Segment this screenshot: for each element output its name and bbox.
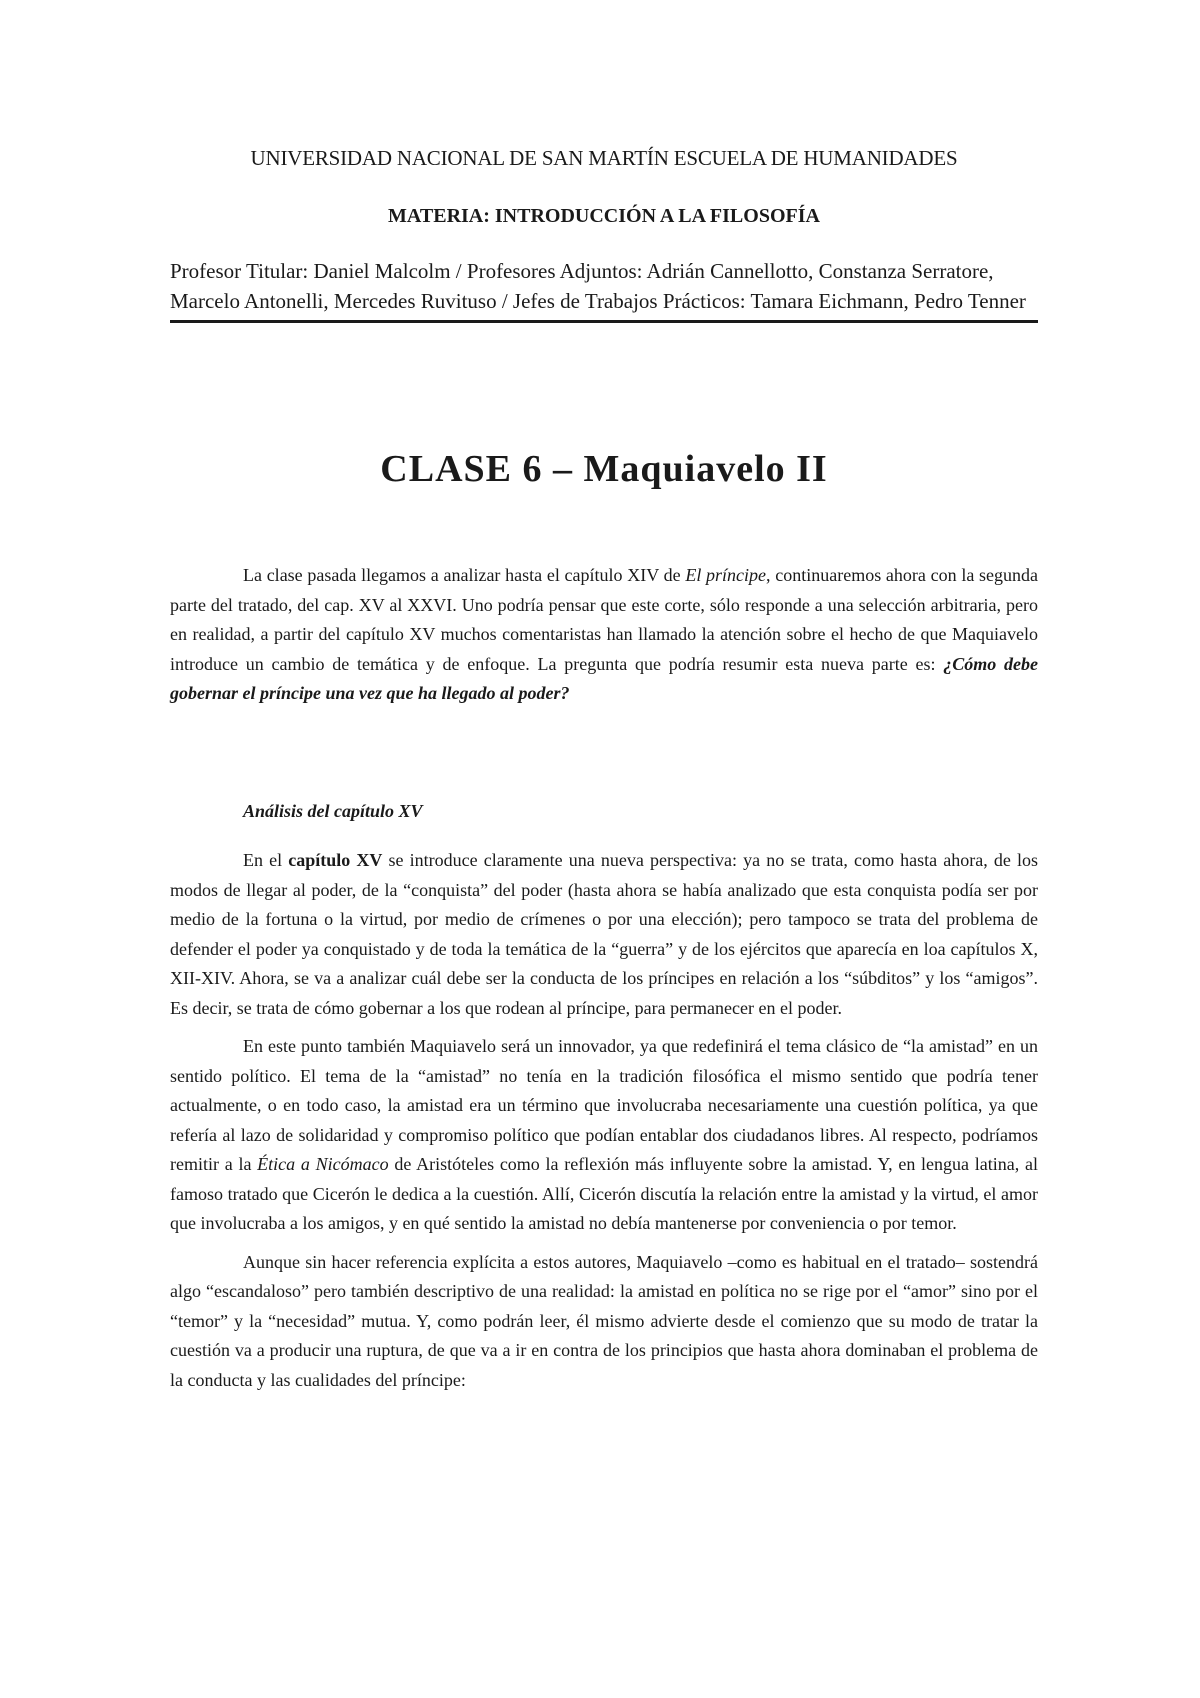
book-title: El príncipe: [685, 565, 767, 585]
paragraph-chapter-xv: [170, 846, 1038, 1023]
paragraph-text: se introduce claramente una nueva perspectiva: ya no se trata, como hasta ahora, de los modos de llegar al poder, de la “conquista” del poder (hasta ahora se había analizado que esta conquista podía ser por medio de la fortuna o la virtud, por medio de crímenes o por una elección); pero tampoco se trata del problema de defender el poder ya conquistado y de toda la temática de la “guerra” y de los ejércitos que aparecía en loa capítulos X, XII-XIV. Ahora, se va a analizar cuál debe ser la conducta de los príncipes en relación a los “súbditos” y los “amigos”. Es decir, se trata de cómo gobernar a los que rodean al príncipe, para permanecer en el poder.: [170, 850, 1038, 1018]
paragraph-text: En este punto también Maquiavelo será un innovador, ya que redefinirá el tema clásico de “la amistad” en un sentido político. El tema de la “amistad” no tenía en la tradición filosófica el mismo sentido que podría tener actualmente, o en todo caso, la amistad era un término que involucraba necesariamente una cuestión política, ya que refería al lazo de solidaridad y compromiso político que podían entablar dos ciudadanos libres. Al respecto, podríamos remitir a la: [170, 1036, 1038, 1174]
intro-paragraph: [170, 561, 1038, 709]
subject-heading: MATERIA: INTRODUCCIÓN A LA FILOSOFÍA: [388, 205, 820, 227]
analysis-section: [170, 846, 1038, 1404]
intro-text-rest: , continuaremos ahora con la segunda parte del tratado, del cap. XV al XXVI. Uno podría pensar que este corte, sólo responde a una selección arbitraria, pero en realidad, a partir del capítulo XV muchos comentaristas han llamado la atención sobre el hecho de que Maquiavelo introduce un cambio de temática y de enfoque. La pregunta que podría resumir esta nueva parte es:: [170, 565, 1039, 674]
intro-text-start: La clase pasada llegamos a analizar hasta el capítulo XIV de: [243, 565, 686, 585]
university-header: UNIVERSIDAD NACIONAL DE SAN MARTÍN ESCUELA DE HUMANIDADES: [250, 146, 958, 170]
class-title: CLASE 6 – Maquiavelo II: [380, 448, 828, 490]
chapter-reference: capítulo XV: [288, 850, 383, 870]
key-question: ¿Cómo debe gobernar el príncipe una vez que ha llegado al poder?: [170, 653, 1038, 703]
paragraph-rupture: Aunque sin hacer referencia explícita a estos autores, Maquiavelo –como es habitual en el tratado– sostendrá algo “escandaloso” pero también descriptivo de una realidad: la amistad en política no se rige por el “amor” sino por el “temor” y la “necesidad” mutua. Y, como podrán leer, él mismo advierte desde el comienzo que su modo de tratar la cuestión va a producir una ruptura, de que va a ir en contra de los principios que hasta ahora dominaban el problema de la conducta y las cualidades del príncipe:: [170, 1251, 1038, 1390]
section-heading: Análisis del capítulo XV: [243, 801, 423, 821]
paragraph-text: En el: [243, 850, 289, 870]
work-title: Ética a Nicómaco: [257, 1154, 389, 1174]
paragraph-friendship: [170, 1032, 1038, 1239]
intro-section: [170, 561, 1038, 718]
teaching-staff: Profesor Titular: Daniel Malcolm / Profesores Adjuntos: Adrián Cannellotto, Constanza Serratore, Marcelo Antonelli, Mercedes Ruvituso / Jefes de Trabajos Prácticos: Tamara Eichmann, Pedro Tenner: [170, 256, 1038, 323]
paragraph-text: de Aristóteles como la reflexión más influyente sobre la amistad. Y, en lengua latina, al famoso tratado que Cicerón le dedica a la cuestión. Allí, Cicerón discutía la relación entre la amistad y la virtud, el amor que involucraba a los amigos, y en qué sentido la amistad no debía mantenerse por conveniencia o por temor.: [170, 1154, 1038, 1233]
